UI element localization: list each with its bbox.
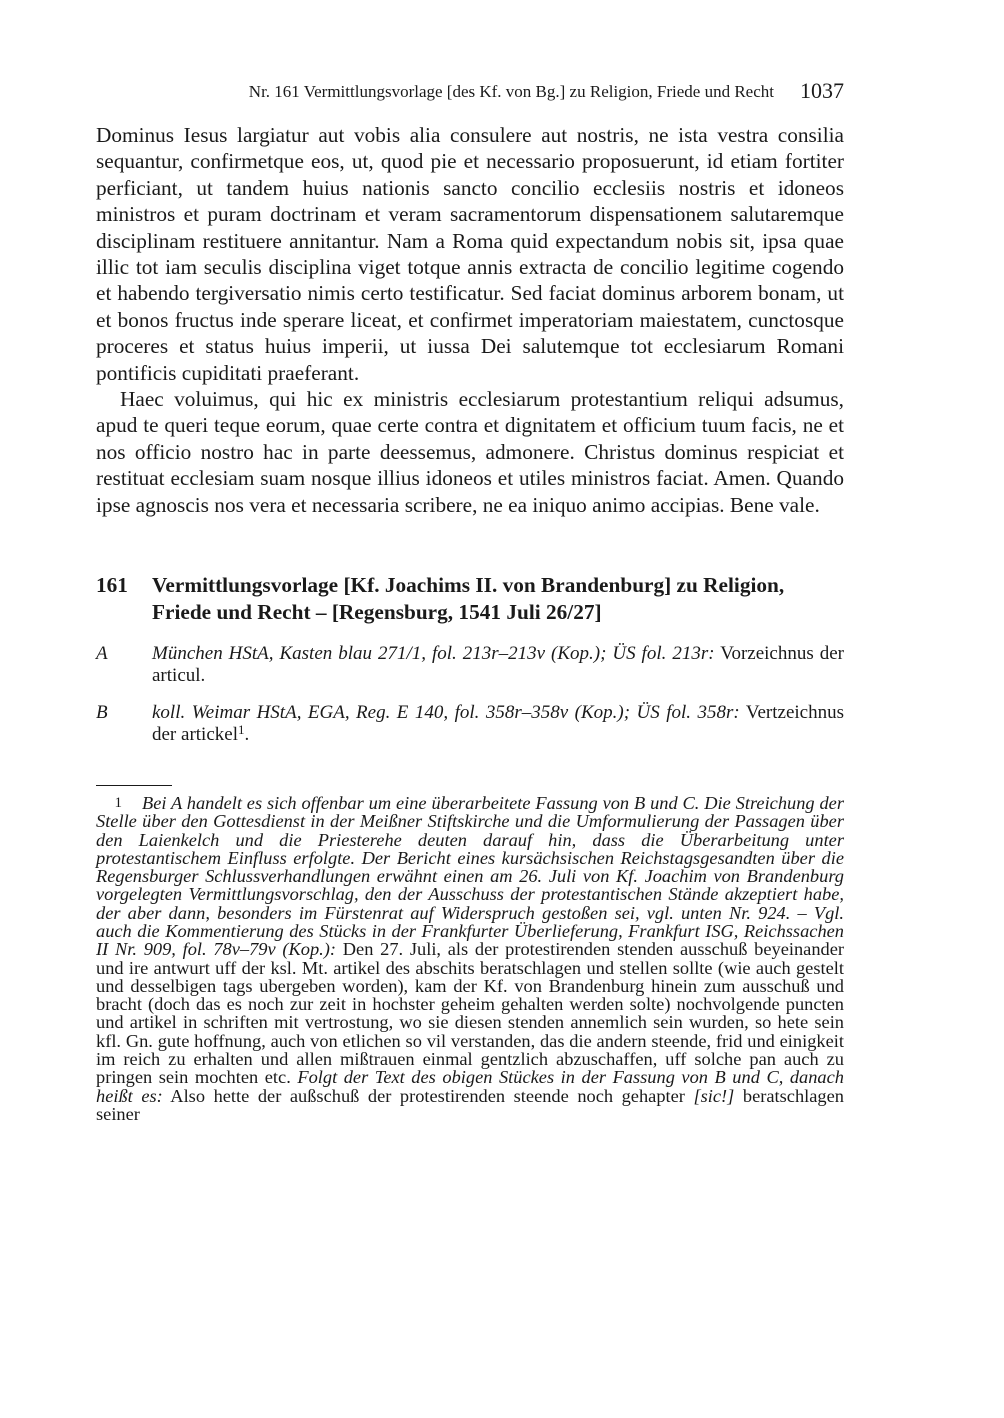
page xyxy=(96,78,844,1123)
paragraph: Haec voluimus, qui hic ex ministris ecclesiarum protestantium reliqui adsumus, apud te queri teque eorum, quae certe contra et dignitatem et officium tuum facis, ne et nos officio nostro hac in parte deessemus, admonere. Christus dominus respiciat et restituat ecclesiam suam nosque illius idoneos et utiles ministros faciat. Amen. Quando ipse agnoscis nos vera et necessaria scribere, ne ea iniquo animo accipias. Bene vale. xyxy=(96,387,844,517)
witness-description: koll. Weimar HStA, EGA, Reg. E 140, fol. 358r–358v (Kop.); ÜS fol. 358r: Vertzeichnus der artickel$^1$. xyxy=(152,701,844,746)
footnote-marker: 1 xyxy=(114,794,122,811)
page-number: 1037 xyxy=(800,78,844,103)
witness-heading: Vorzeichnus der articul. xyxy=(152,642,844,687)
footnote xyxy=(96,794,844,1123)
witness-entry xyxy=(96,702,844,747)
footnote-quotation: Den 27. Juli, als der protestirenden stenden ausschuß beyeinander und ire antwurt uff der ksl. Mt. artikel des abschits beratschlagen und stellen sollte (wie auch gestelt und desselbigen tags ubergeben worden), kam der Kf. von Brandenburg hinein zum ausschuß und bracht (doch das es noch zur zeit in hochster geheim gehalten werden solte) nochvolgende puncten und artikel in schriften mit vertrostung, wo sie diesen stenden annemlich sein wurden, so hete sein kfl. Gn. gute hoffnung, auch von etlichen so vil verstanden, das die andern steende, frid und einigkeit im reich zu erhalten und allen mißtrauen einmal gentzlich abzuschaffen, uff solche pan auch zu pringen sein mochten etc. xyxy=(96,939,845,1088)
document-number: 161 xyxy=(96,573,128,598)
witness-siglum: B xyxy=(96,701,108,723)
witness-description xyxy=(152,643,844,688)
witness-source: koll. Weimar HStA, EGA, Reg. E 140, fol. 358r–358v (Kop.); ÜS fol. 358r: xyxy=(152,701,740,723)
running-head xyxy=(96,78,844,108)
footnote-sic: [sic!] xyxy=(693,1085,735,1106)
witness-heading: Vertzeichnus der artickel xyxy=(152,701,844,746)
witness-source: München HStA, Kasten blau 271/1, fol. 213r–213v (Kop.); ÜS fol. 213r: xyxy=(152,642,715,664)
footnote-reference[interactable]: 1 xyxy=(237,722,245,738)
witness-list xyxy=(96,643,844,747)
document-heading xyxy=(96,572,844,625)
witness-siglum: A xyxy=(96,642,108,664)
latin-text xyxy=(96,122,844,518)
witness-entry xyxy=(96,643,844,688)
footnote-editorial-text: Bei A handelt es sich offenbar um eine überarbeitete Fassung von B und C. Die Streichung der Stelle über den Gottesdienst in der Meißner Stiftskirche und die Umformulierung der Passagen über den Laienkelch und die Priesterehe deuten darauf hin, dass die Überarbeitung unter protestantischem Einfluss erfolgte. Der Bericht eines kursächsischen Reichstagsgesandten über die Regensburger Schlussverhandlungen erwähnt einen am 26. Juli von Kf. Joachim von Brandenburg vorgelegten Vermittlungsvorschlag, den der Ausschuss der protestantischen Stände akzeptiert habe, der aber dann, besonders im Fürstenrat auf Widerspruch gestoßen sei, vgl. unten Nr. 924. – Vgl. auch die Kommentierung des Stücks in der Frankfurter Überlieferung, Frankfurt ISG, Reichssachen II Nr. 909, fol. 78v–79v (Kop.): xyxy=(96,792,844,960)
footnote-quotation: beratschlagen seiner xyxy=(96,1085,844,1124)
footnote-divider xyxy=(96,785,172,786)
paragraph: Dominus Iesus largiatur aut vobis alia consulere aut nostris, ne ista vestra consilia sequantur, confirmetque eos, ut, quod pie et necessario proposuerunt, id etiam fortiter perficiant, ut tandem huius nationis sancto concilio ecclesiis nostris et idoneos ministros et puram doctrinam et veram sacramentorum dispensationem salutaremque disciplinam restituere annitantur. Nam a Roma quid expectandum nobis sit, ipsa quae illic tot iam seculis disciplina viget totque annis extracta de concilio legitime cogendo et habendo tergiversatio nimis certo testificatur. Sed faciat dominus arborem bonam, ut et bonos fructus inde sperare liceat, et confirmet imperatoriam maiestatem, cunctosque proceres et status huius imperii, ut iussa Dei salutemque tot ecclesiarum Romani pontificis cupiditati praeferant. xyxy=(96,123,844,385)
document-title: Vermittlungsvorlage [Kf. Joachims II. von Brandenburg] zu Religion, Friede und Recht – [Regensburg, 1541 Juli 26/27] xyxy=(152,573,785,624)
footnote-editorial-text: Folgt der Text des obigen Stückes in der Fassung von B und C, danach heißt es: xyxy=(96,1067,844,1106)
running-head-title: Nr. 161 Vermittlungsvorlage [des Kf. von Bg.] zu Religion, Friede und Recht xyxy=(248,82,774,101)
footnote-quotation: Also hette der außschuß der protestirenden steende noch gehapter xyxy=(162,1085,694,1106)
